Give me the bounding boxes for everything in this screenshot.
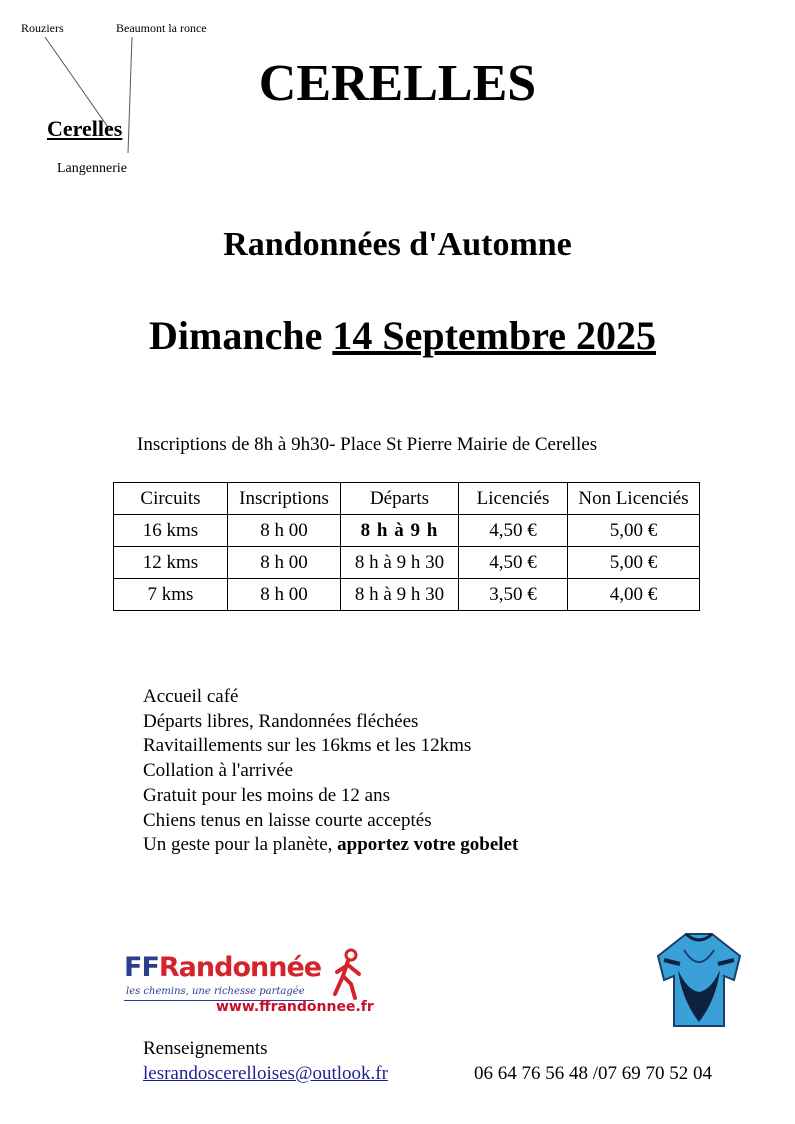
table-header-row (114, 483, 700, 515)
hiker-icon (329, 948, 365, 1000)
table-cell: 7 kms (114, 579, 228, 611)
inscriptions-line: Inscriptions de 8h à 9h30- Place St Pierre Mairie de Cerelles (137, 434, 598, 455)
table-header: Départs (341, 483, 459, 515)
table-row (114, 579, 700, 611)
contact-phones: 06 64 76 56 48 /07 69 70 52 04 (474, 1063, 713, 1084)
table-cell: 3,50 € (459, 579, 568, 611)
logo-randonnee: Randonnée (158, 952, 322, 983)
logo-url: www.ffrandonnee.fr (216, 999, 374, 1015)
event-date-day: Dimanche (149, 313, 323, 358)
contact-email-link[interactable]: lesrandoscerelloises@outlook.fr (143, 1063, 388, 1084)
map-label-beaumont: Beaumont la ronce (116, 21, 207, 35)
table-cell: 8 h 00 (228, 515, 341, 547)
table-cell: 8 h à 9 h (341, 515, 459, 547)
table-header: Non Licenciés (568, 483, 700, 515)
table-header: Circuits (114, 483, 228, 515)
info-list (143, 685, 518, 858)
event-date-full: 14 Septembre 2025 (332, 313, 656, 358)
table-cell: 12 kms (114, 547, 228, 579)
map-label-langennerie: Langennerie (57, 161, 127, 176)
info-line: Départs libres, Randonnées fléchées (143, 710, 419, 732)
jersey-icon (656, 930, 742, 1028)
info-line-gobelet (143, 833, 518, 858)
event-date (0, 312, 795, 359)
contact-label: Renseignements (143, 1038, 268, 1059)
table-row (114, 547, 700, 579)
table-cell: 8 h 00 (228, 547, 341, 579)
table-cell: 4,00 € (568, 579, 700, 611)
table-cell: 5,00 € (568, 547, 700, 579)
map-label-rouziers: Rouziers (21, 21, 64, 35)
logo-ff: FF (124, 952, 159, 983)
table-cell: 4,50 € (459, 515, 568, 547)
table-header: Inscriptions (228, 483, 341, 515)
table-row (114, 515, 700, 547)
info-line-bold: apportez votre gobelet (337, 834, 519, 856)
info-line: Collation à l'arrivée (143, 760, 294, 782)
ffrandonnee-logo (124, 948, 374, 1020)
page-title: CERELLES (258, 55, 537, 112)
info-line: Gratuit pour les moins de 12 ans (143, 784, 390, 806)
table-cell: 16 kms (114, 515, 228, 547)
table-header: Licenciés (459, 483, 568, 515)
page-subtitle: Randonnées d'Automne (223, 226, 572, 263)
info-line: Chiens tenus en laisse courte acceptés (143, 809, 432, 831)
table-cell: 8 h à 9 h 30 (341, 547, 459, 579)
table-cell: 8 h 00 (228, 579, 341, 611)
circuits-table (113, 482, 700, 611)
logo-tagline: les chemins, une richesse partagée (126, 986, 305, 997)
info-line: Accueil café (143, 686, 239, 707)
table-cell: 4,50 € (459, 547, 568, 579)
info-line: Ravitaillements sur les 16kms et les 12kms (143, 735, 472, 757)
map-label-cerelles: Cerelles (47, 116, 123, 141)
info-line-prefix: Un geste pour la planète, (143, 834, 338, 856)
table-cell: 8 h à 9 h 30 (341, 579, 459, 611)
table-cell: 5,00 € (568, 515, 700, 547)
